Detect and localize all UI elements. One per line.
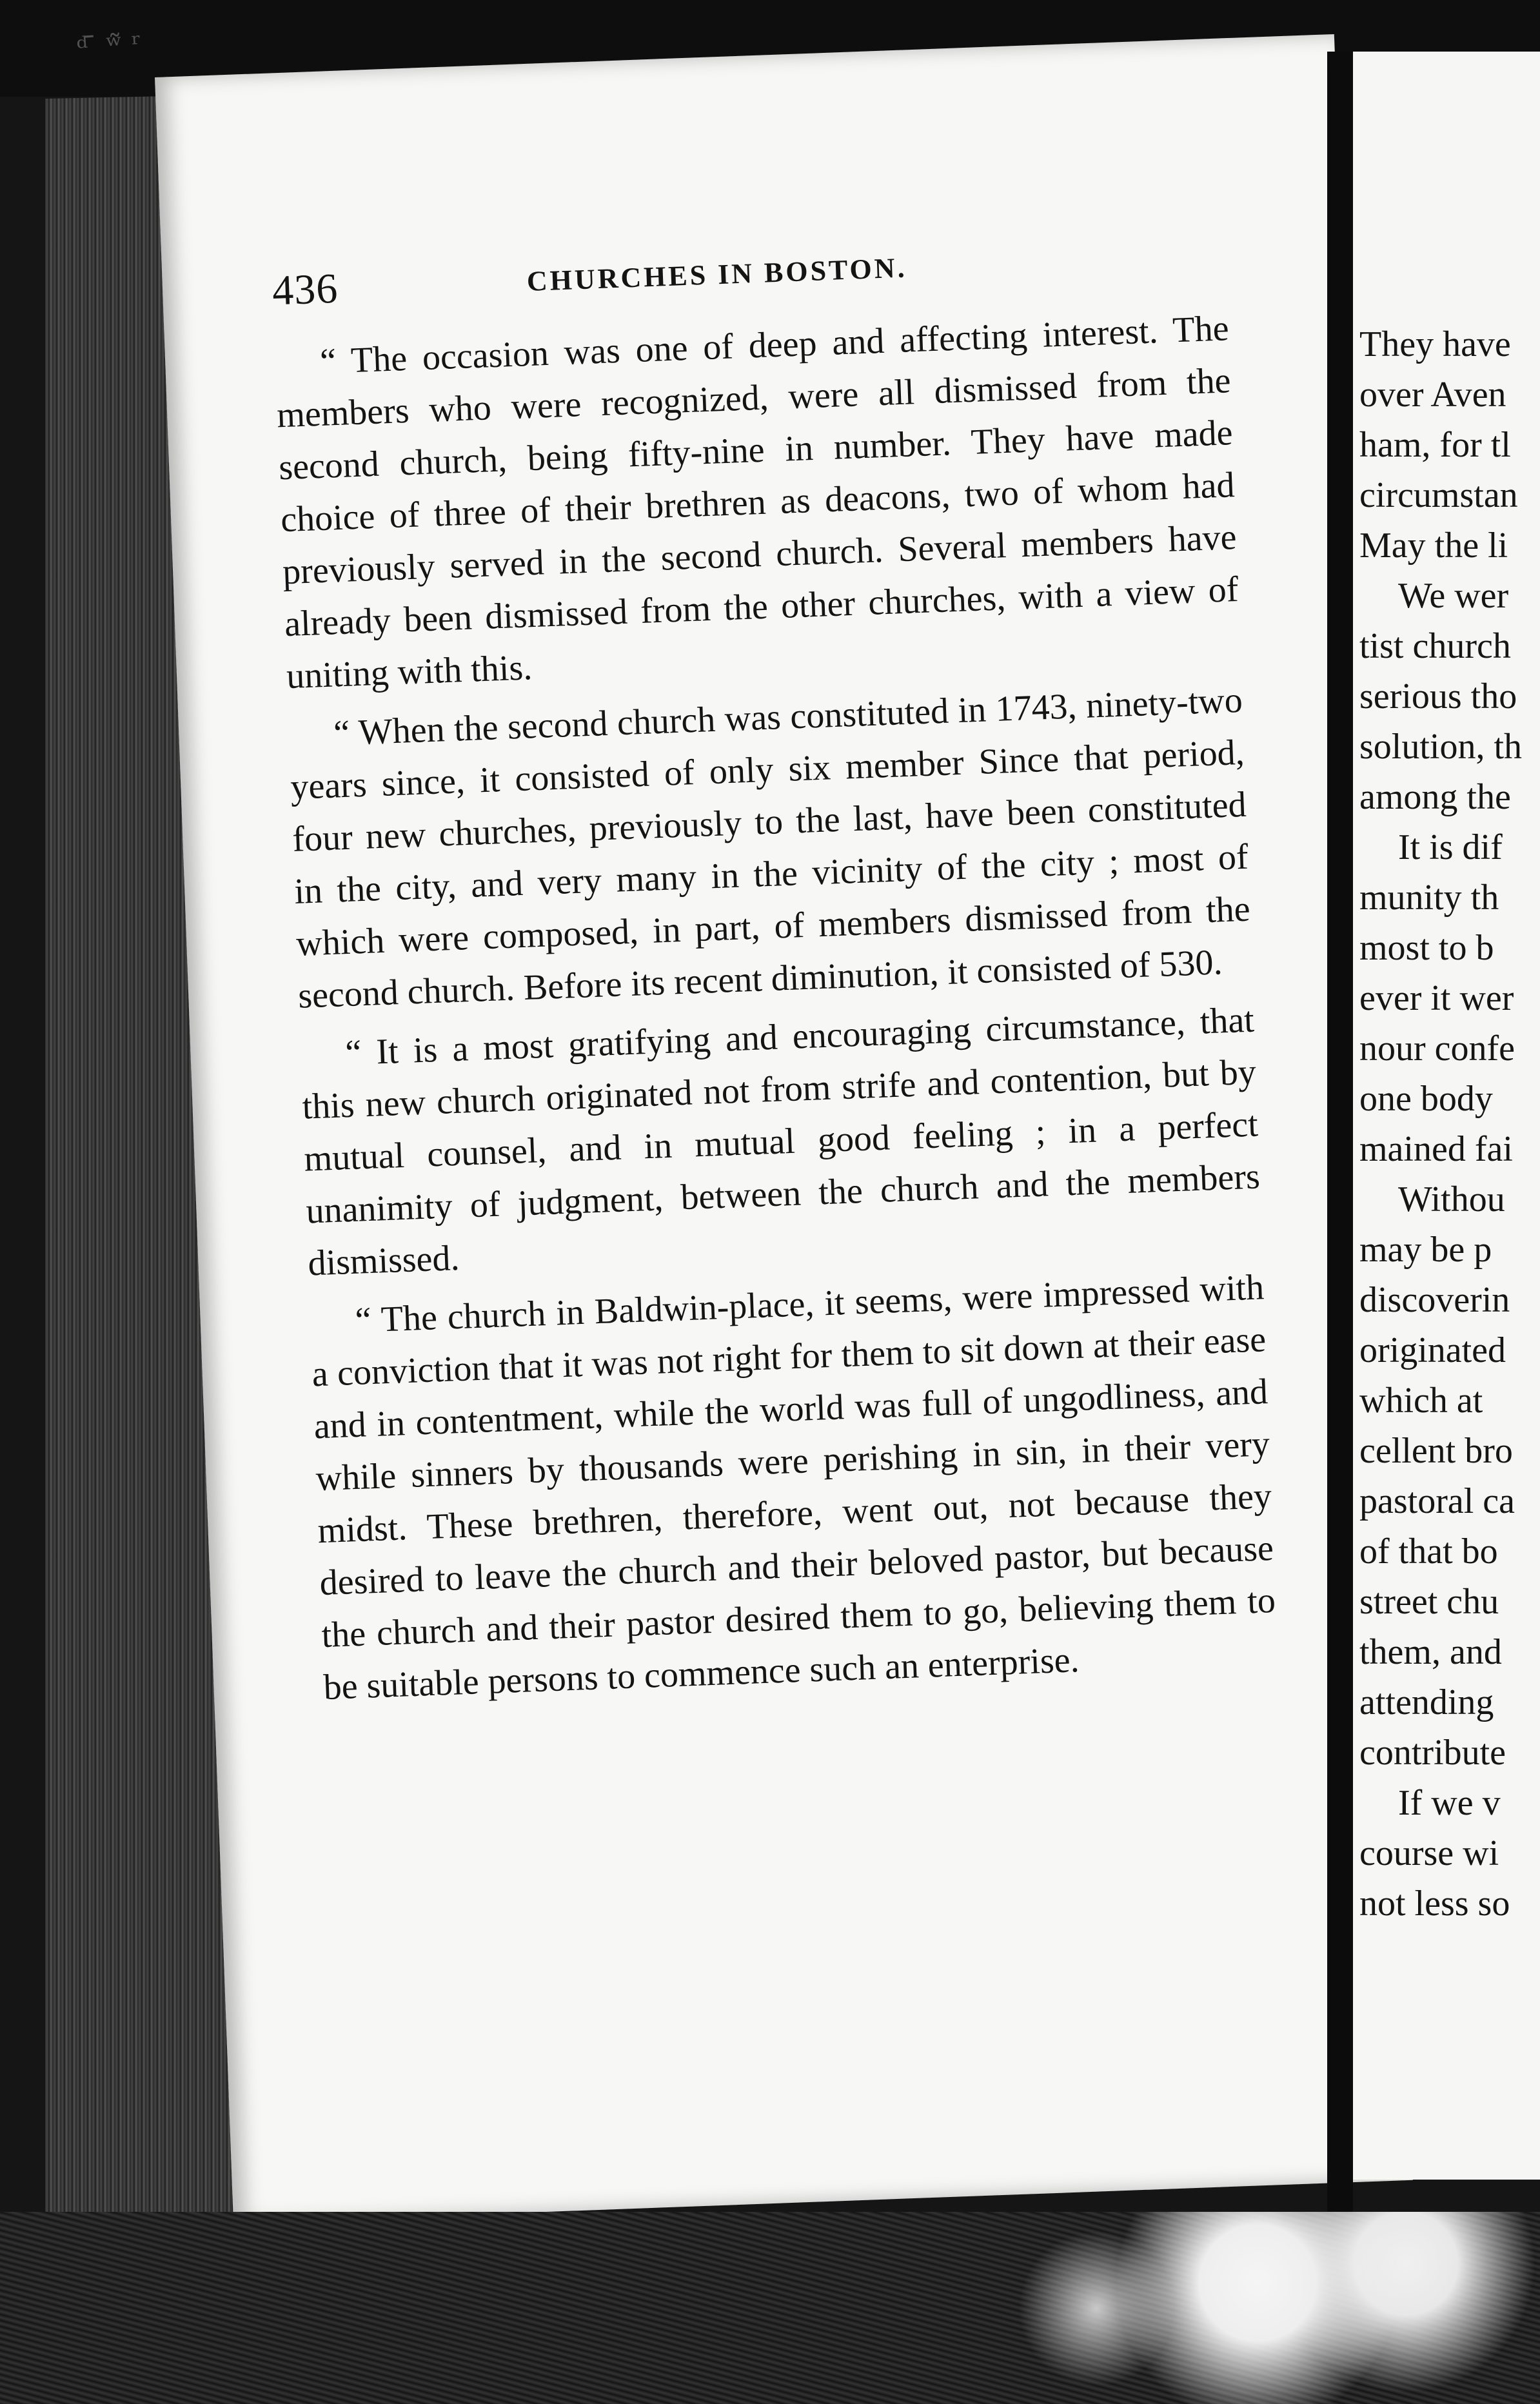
right-page-line: solution, th	[1359, 727, 1523, 767]
right-page-line: one body	[1359, 1079, 1493, 1119]
right-page-line: course wi	[1359, 1833, 1499, 1873]
paragraph: “ The church in Baldwin-place, it seems, were impressed with a conviction that it was not right for them to sit down at their ease and in contentment, while the world was full of ungodliness, and while sinners by thousands were perishing in sin, in their very midst. These brethren, therefore, went out, not because they desired to leave the church and their beloved pastor, but because the church and their pastor desired them to go, believing them to be suitable persons to commence such an enterprise.	[311, 1267, 1276, 1708]
right-page-line: street chu	[1359, 1582, 1499, 1622]
right-page-line: pastoral ca	[1359, 1481, 1515, 1521]
library-stamp-mark: ᵈ ̄ ʷ̃ ʳ	[75, 27, 143, 65]
left-page	[155, 34, 1413, 2223]
right-page	[1353, 52, 1540, 2180]
right-page-line: If we v	[1398, 1783, 1501, 1823]
right-page-line: munity th	[1359, 878, 1499, 918]
paragraph: “ The occasion was one of deep and affecting interest. The members who were recognized, were all dismissed from the second church, being fifty-nine in number. They have made choice of three of their brethren as deacons, two of whom had previously served in the second church. Several members have already been dismissed from the other churches, with a view of uniting with this.	[276, 308, 1239, 697]
right-page-line: tist church	[1359, 626, 1511, 666]
left-page-content	[271, 232, 1279, 1720]
paragraph: “ It is a most gratifying and encouraging circumstance, that this new church originated not from strife and contention, but by mutual counsel, and in mutual good feeling ; in a perfect unanimity of judgment, between the church and the members dismissed.	[301, 1000, 1261, 1284]
right-page-line: may be p	[1359, 1230, 1492, 1270]
right-page-line: They have	[1359, 324, 1511, 364]
right-page-line: attending	[1359, 1682, 1494, 1722]
right-page-line: of that bo	[1359, 1532, 1498, 1571]
right-page-content	[1359, 319, 1540, 1929]
book-gutter	[1327, 52, 1353, 2231]
right-page-line: ever it wer	[1359, 978, 1514, 1018]
right-page-line: mained fai	[1359, 1129, 1513, 1169]
right-page-line: serious tho	[1359, 676, 1517, 716]
right-page-line: circumstan	[1359, 475, 1518, 515]
body-text	[274, 302, 1278, 1714]
right-page-line: It is dif	[1398, 827, 1503, 867]
right-page-line: We wer	[1398, 576, 1509, 616]
running-title: CHURCHES IN BOSTON.	[526, 251, 908, 298]
right-page-line: ham, for tl	[1359, 425, 1511, 465]
right-page-line: nour confe	[1359, 1029, 1515, 1069]
right-page-line: them, and	[1359, 1632, 1502, 1672]
right-page-line: contribute	[1359, 1733, 1506, 1773]
right-page-line: over Aven	[1359, 375, 1506, 415]
right-page-line: among the	[1359, 777, 1511, 817]
right-page-line: May the li	[1359, 526, 1508, 566]
paragraph: “ When the second church was constituted in 1743, ninety-two years since, it consisted of only six member Since that period, four new churches, previously to the last, have been constituted in the city, and very many in the vicinity of the city ; most of which were composed, in part, of members dismissed from the second church. Before its recent diminution, it consisted of 530.	[290, 680, 1251, 1016]
right-page-line: Withou	[1398, 1179, 1505, 1219]
right-page-line: which at	[1359, 1381, 1483, 1421]
right-page-line: cellent bro	[1359, 1431, 1513, 1471]
right-page-line: originated	[1359, 1330, 1506, 1370]
right-page-line: most to b	[1359, 928, 1494, 968]
right-page-line: discoverin	[1359, 1280, 1510, 1320]
page-number: 436	[271, 264, 339, 315]
scan-bottom-border	[0, 2212, 1540, 2404]
right-page-line: not less so	[1359, 1884, 1510, 1924]
